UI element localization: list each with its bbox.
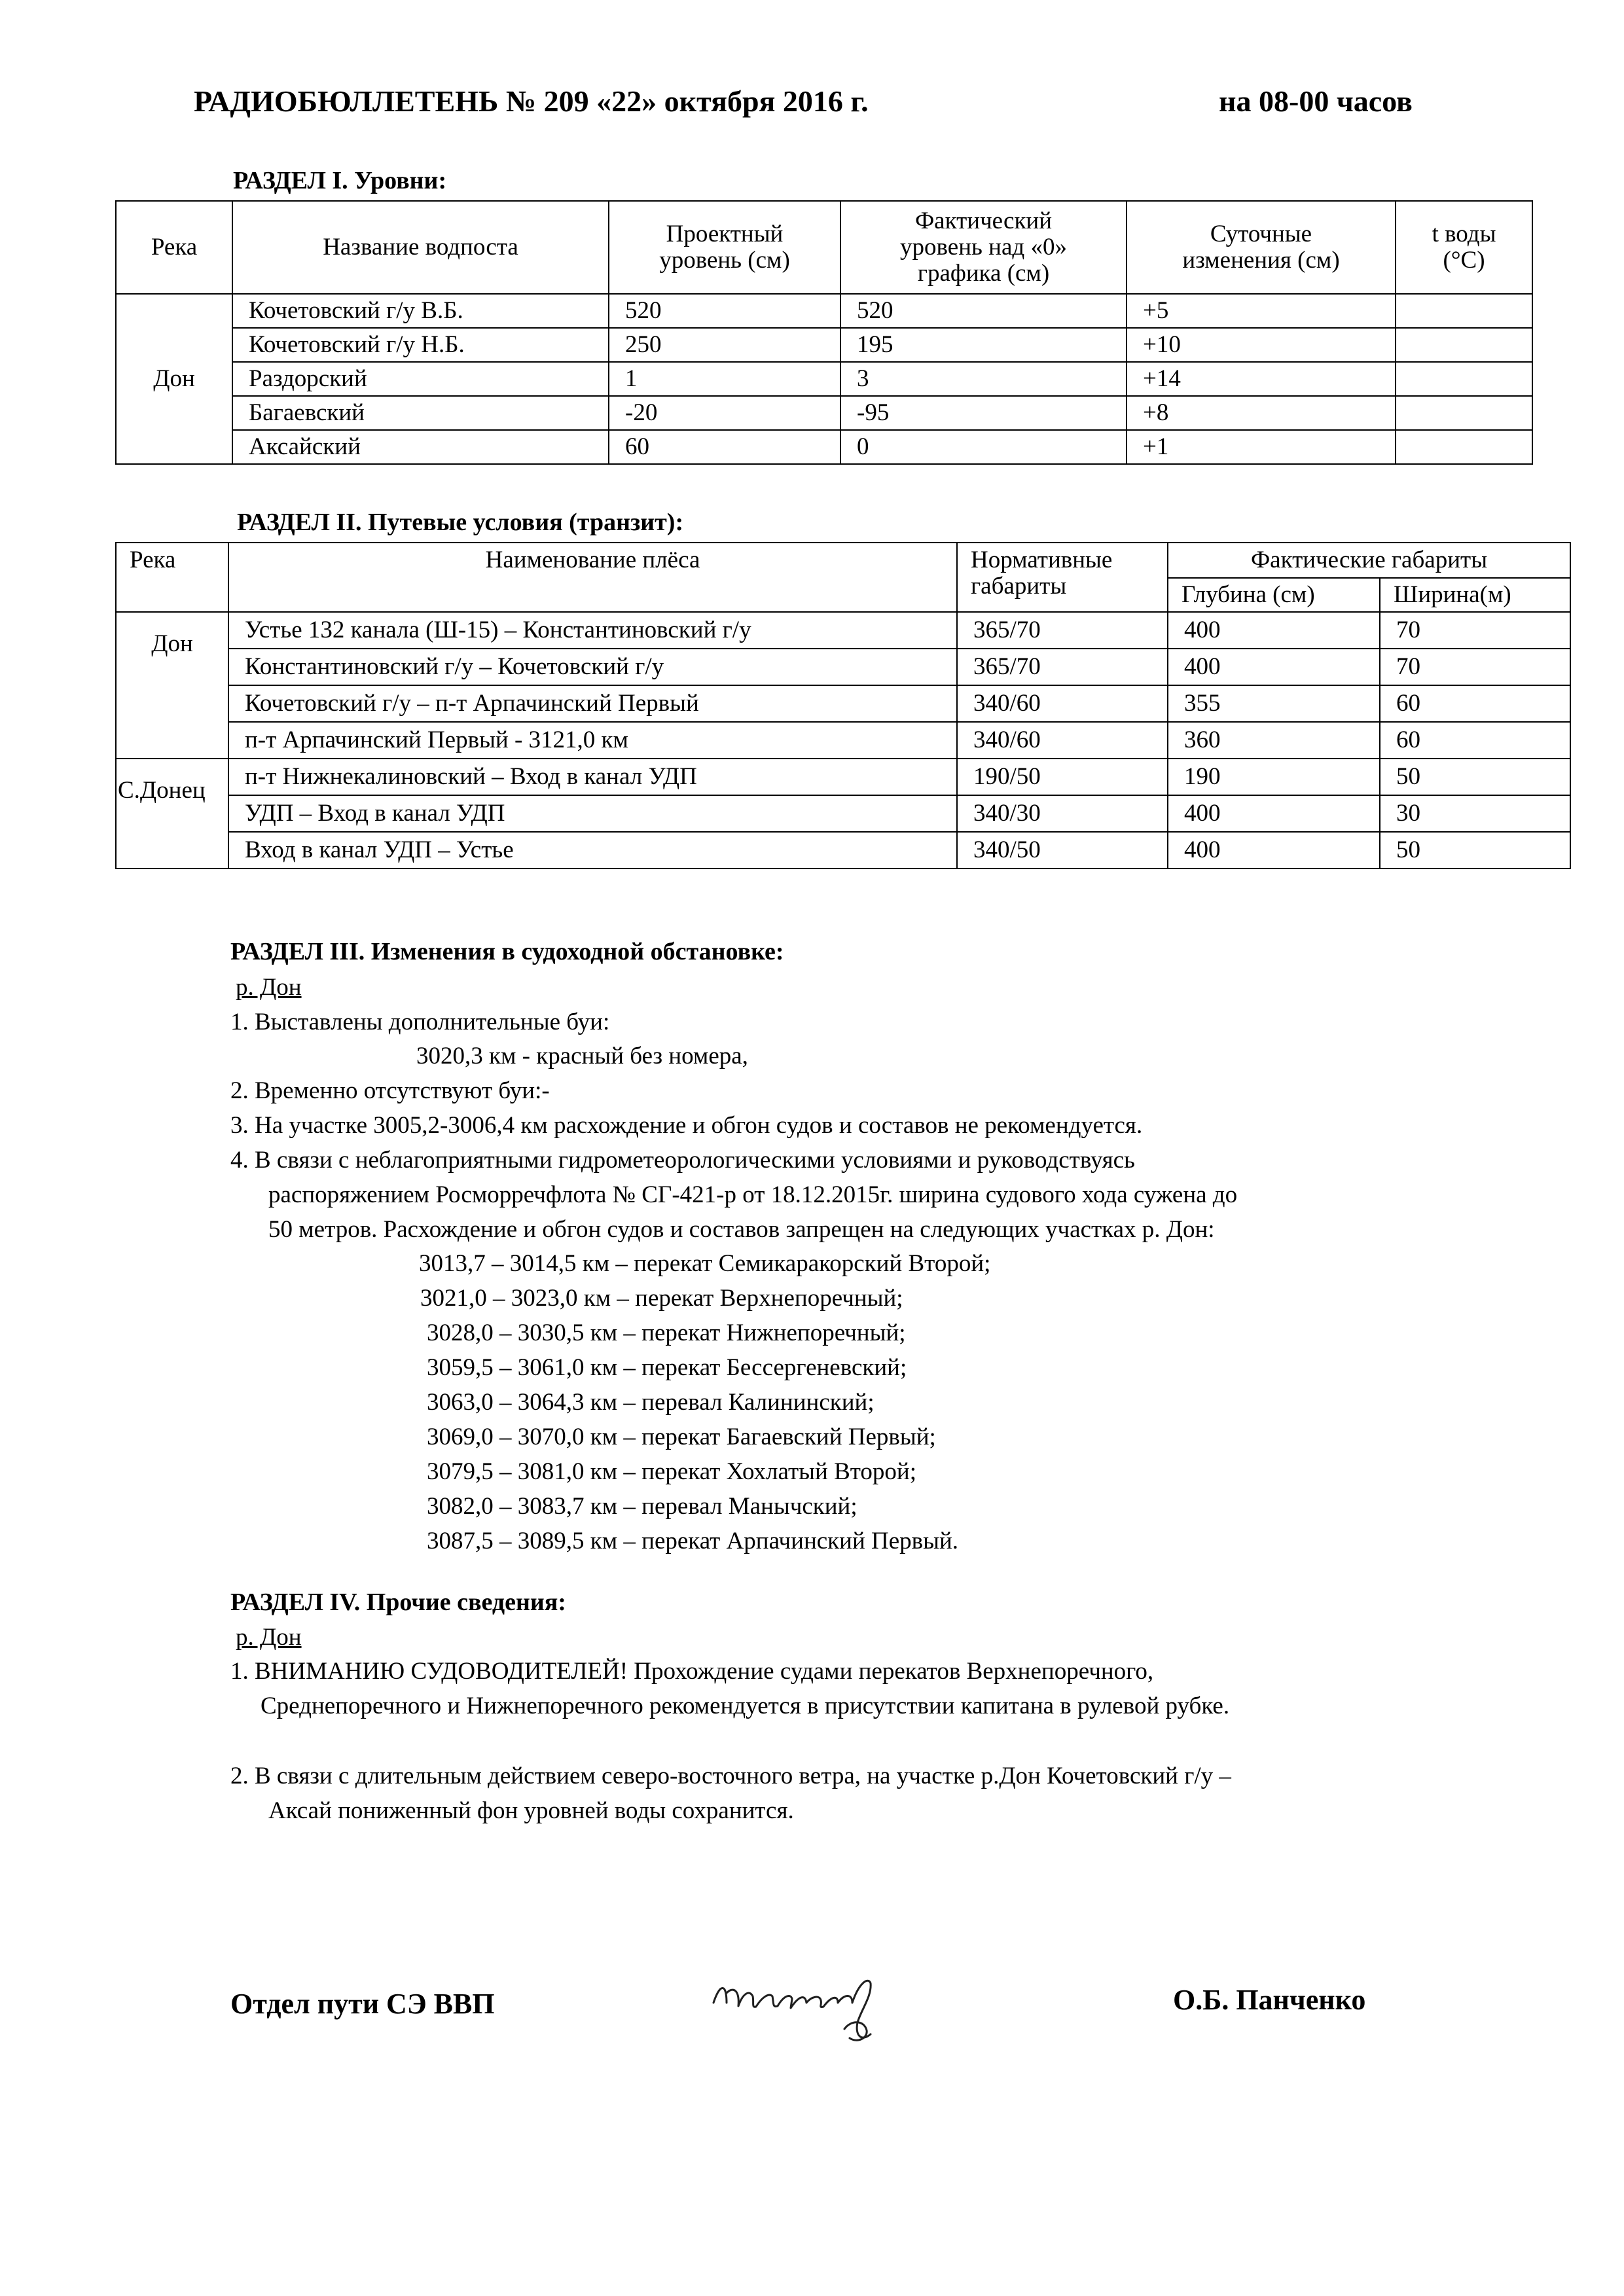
route-depth: 400	[1168, 649, 1380, 685]
bulletin-title: РАДИОБЮЛЛЕТЕНЬ № 209 «22» октября 2016 г.	[194, 84, 869, 118]
route-width: 70	[1380, 649, 1570, 685]
route-river-don: Дон	[116, 612, 228, 759]
list-item: 3063,0 – 3064,3 км – перевал Калининский;	[427, 1389, 875, 1416]
route-norm: 340/60	[957, 722, 1168, 759]
table-row	[116, 612, 1570, 649]
section3-item4-line3: 50 метров. Расхождение и обгон судов и составов запрещен на следующих участках р. Дон:	[268, 1216, 1215, 1243]
route-reach: Константиновский г/у – Кочетовский г/у	[228, 649, 957, 685]
route-depth: 190	[1168, 759, 1380, 795]
list-item: 3059,5 – 3061,0 км – перекат Бессергеневский;	[427, 1354, 907, 1381]
section3-item1: 1. Выставлены дополнительные буи:	[230, 1009, 610, 1035]
levels-col-project: Проектный уровень (см)	[609, 201, 840, 294]
list-item: 3021,0 – 3023,0 км – перекат Верхнепоречный;	[420, 1285, 903, 1312]
route-reach: УДП – Вход в канал УДП	[228, 795, 957, 832]
levels-col-post: Название водпоста	[232, 201, 609, 294]
levels-temp	[1396, 294, 1532, 328]
section4-item1-line1: 1. ВНИМАНИЮ СУДОВОДИТЕЛЕЙ! Прохождение судами перекатов Верхнепоречного,	[230, 1658, 1154, 1685]
table-row	[116, 430, 1532, 464]
levels-col-river: Река	[116, 201, 232, 294]
table-row	[116, 722, 1570, 759]
bulletin-time: на 08-00 часов	[1219, 84, 1413, 118]
section4-river: р. Дон	[236, 1624, 302, 1651]
section3-river: р. Дон	[236, 974, 302, 1001]
signature-scribble-icon	[707, 1957, 969, 2055]
levels-project: -20	[609, 396, 840, 430]
levels-post: Раздорский	[232, 362, 609, 396]
levels-daily: +10	[1127, 328, 1396, 362]
section3-item2: 2. Временно отсутствуют буи:-	[230, 1077, 550, 1104]
levels-daily: +14	[1127, 362, 1396, 396]
levels-actual: 3	[840, 362, 1127, 396]
levels-col-temp: t воды (°С)	[1396, 201, 1532, 294]
levels-col-daily: Суточные изменения (см)	[1127, 201, 1396, 294]
section4-title: РАЗДЕЛ IV. Прочие сведения:	[230, 1588, 566, 1616]
levels-daily: +5	[1127, 294, 1396, 328]
levels-temp	[1396, 396, 1532, 430]
levels-project: 520	[609, 294, 840, 328]
table-row	[116, 685, 1570, 722]
levels-project: 250	[609, 328, 840, 362]
levels-daily: +1	[1127, 430, 1396, 464]
table-row	[116, 832, 1570, 869]
section3-item4-line2: распоряжением Росморречфлота № СГ-421-р от 18.12.2015г. ширина судового хода сужена до	[268, 1181, 1238, 1208]
levels-table	[115, 200, 1533, 465]
route-width: 60	[1380, 685, 1570, 722]
route-col-reach: Наименование плёса	[228, 543, 957, 612]
levels-actual: 195	[840, 328, 1127, 362]
route-depth: 360	[1168, 722, 1380, 759]
list-item: 3069,0 – 3070,0 км – перекат Багаевский Первый;	[427, 1424, 936, 1450]
route-depth: 400	[1168, 612, 1380, 649]
levels-temp	[1396, 430, 1532, 464]
levels-river-don: Дон	[116, 294, 232, 464]
route-col-river: Река	[116, 543, 228, 612]
section3-item1-sub: 3020,3 км - красный без номера,	[416, 1043, 748, 1069]
section3-item4-line1: 4. В связи с неблагоприятными гидрометеорологическими условиями и руководствуясь	[230, 1147, 1135, 1174]
route-norm: 340/50	[957, 832, 1168, 869]
section3-item3: 3. На участке 3005,2-3006,4 км расхождение и обгон судов и составов не рекомендуется.	[230, 1112, 1143, 1139]
department-label: Отдел пути СЭ ВВП	[230, 1988, 495, 2020]
section1-title: РАЗДЕЛ I. Уровни:	[233, 167, 447, 194]
route-col-depth: Глубина (см)	[1168, 578, 1380, 612]
route-reach: п-т Арпачинский Первый - 3121,0 км	[228, 722, 957, 759]
signatory-name: О.Б. Панченко	[1173, 1984, 1366, 2016]
route-depth: 400	[1168, 832, 1380, 869]
route-river-donets: С.Донец	[116, 759, 228, 869]
levels-project: 1	[609, 362, 840, 396]
signature	[707, 1957, 969, 2055]
route-reach: п-т Нижнекалиновский – Вход в канал УДП	[228, 759, 957, 795]
section3-title: РАЗДЕЛ III. Изменения в судоходной обстановке:	[230, 938, 784, 965]
levels-post: Кочетовский г/у В.Б.	[232, 294, 609, 328]
levels-temp	[1396, 362, 1532, 396]
table-row	[116, 759, 1570, 795]
route-norm: 190/50	[957, 759, 1168, 795]
list-item: 3028,0 – 3030,5 км – перекат Нижнепоречный;	[427, 1319, 906, 1346]
levels-col-actual: Фактический уровень над «0» графика (см)	[840, 201, 1127, 294]
route-width: 60	[1380, 722, 1570, 759]
section4-item2-line1: 2. В связи с длительным действием северо-восточного ветра, на участке р.Дон Кочетовский г/у –	[230, 1763, 1231, 1789]
route-norm: 365/70	[957, 612, 1168, 649]
route-table	[115, 542, 1571, 869]
section4-item2-line2: Аксай пониженный фон уровней воды сохранится.	[268, 1797, 794, 1824]
route-width: 50	[1380, 759, 1570, 795]
table-row	[116, 294, 1532, 328]
table-row	[116, 649, 1570, 685]
table-row	[116, 795, 1570, 832]
route-col-width: Ширина(м)	[1380, 578, 1570, 612]
route-width: 70	[1380, 612, 1570, 649]
list-item: 3013,7 – 3014,5 км – перекат Семикаракорский Второй;	[419, 1250, 991, 1277]
table-row	[116, 328, 1532, 362]
levels-header-row	[116, 201, 1532, 294]
levels-actual: 0	[840, 430, 1127, 464]
table-row	[116, 396, 1532, 430]
route-width: 50	[1380, 832, 1570, 869]
levels-daily: +8	[1127, 396, 1396, 430]
section2-title: РАЗДЕЛ II. Путевые условия (транзит):	[237, 509, 684, 536]
levels-post: Багаевский	[232, 396, 609, 430]
route-reach: Кочетовский г/у – п-т Арпачинский Первый	[228, 685, 957, 722]
route-width: 30	[1380, 795, 1570, 832]
list-item: 3079,5 – 3081,0 км – перекат Хохлатый Второй;	[427, 1458, 917, 1485]
route-norm: 365/70	[957, 649, 1168, 685]
table-row	[116, 362, 1532, 396]
levels-project: 60	[609, 430, 840, 464]
section3-segments	[419, 1246, 990, 1558]
route-col-actual: Фактические габариты	[1168, 543, 1570, 578]
levels-actual: -95	[840, 396, 1127, 430]
levels-post: Кочетовский г/у Н.Б.	[232, 328, 609, 362]
route-depth: 355	[1168, 685, 1380, 722]
route-header-row	[116, 543, 1570, 578]
route-reach: Устье 132 канала (Ш-15) – Константиновский г/у	[228, 612, 957, 649]
list-item: 3087,5 – 3089,5 км – перекат Арпачинский Первый.	[427, 1528, 959, 1554]
list-item: 3082,0 – 3083,7 км – перевал Манычский;	[427, 1493, 857, 1520]
levels-temp	[1396, 328, 1532, 362]
levels-post: Аксайский	[232, 430, 609, 464]
route-reach: Вход в канал УДП – Устье	[228, 832, 957, 869]
route-norm: 340/60	[957, 685, 1168, 722]
levels-actual: 520	[840, 294, 1127, 328]
section4-item1-line2: Среднепоречного и Нижнепоречного рекомендуется в присутствии капитана в рулевой рубке.	[261, 1693, 1230, 1719]
route-col-norm: Нормативные габариты	[957, 543, 1168, 612]
route-depth: 400	[1168, 795, 1380, 832]
route-norm: 340/30	[957, 795, 1168, 832]
